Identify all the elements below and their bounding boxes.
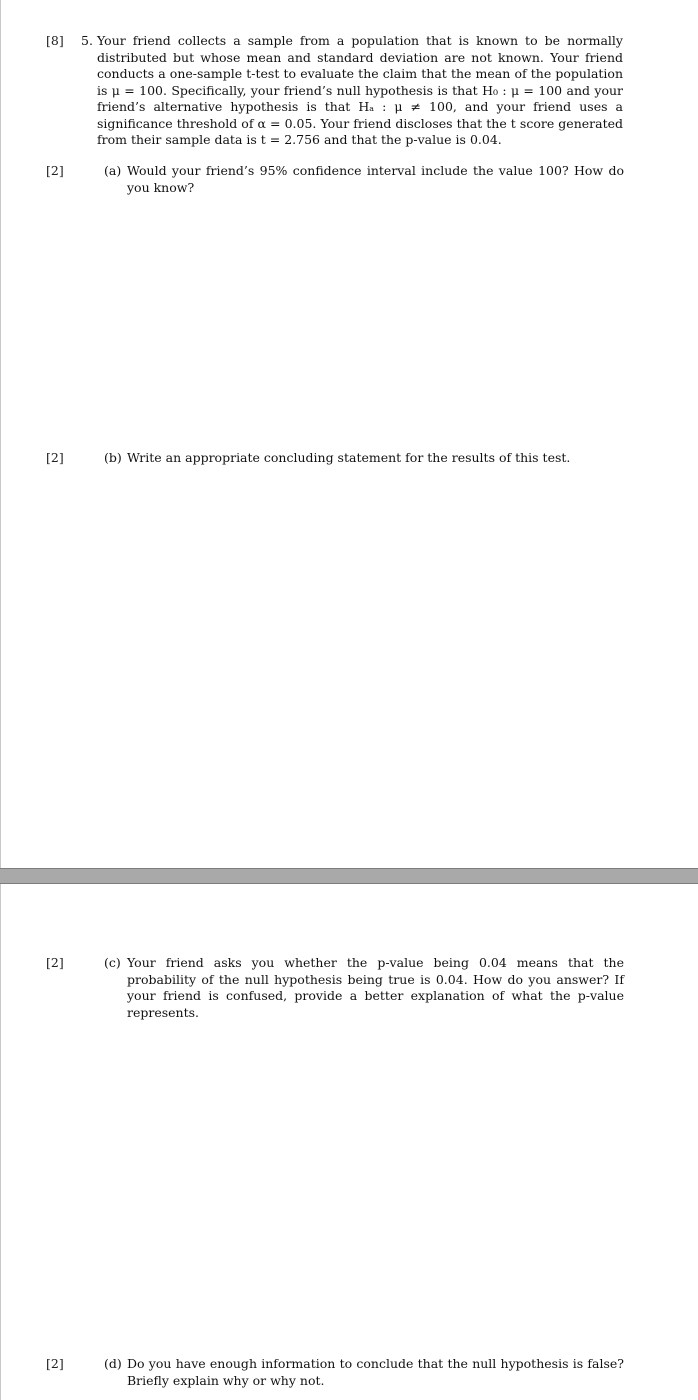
- part-a-text: Would your friend’s 95% confidence interval include the value 100? How do you know?: [127, 163, 624, 195]
- part-d-text: Do you have enough information to conclude that the null hypothesis is false? Briefly explain why or why not.: [127, 1356, 624, 1388]
- question-marks: [8]: [46, 33, 64, 48]
- part-b-text: Write an appropriate concluding statement for the results of this test.: [127, 450, 571, 465]
- page-2: [0, 884, 698, 1400]
- part-b-marks: [2]: [46, 450, 64, 465]
- part-c-text: Your friend asks you whether the p-value being 0.04 means that the probability of the null hypothesis being true is 0.04. How do you answer? If your friend is confused, provide a better explanation of what the p-value represents.: [127, 955, 624, 1020]
- part-a-label: (a): [104, 163, 122, 178]
- page-separator: [0, 868, 698, 884]
- part-c-marks: [2]: [46, 955, 64, 970]
- part-d-label: (d): [104, 1356, 122, 1371]
- part-a-marks: [2]: [46, 163, 64, 178]
- question-text: Your friend collects a sample from a population that is known to be normally distributed but whose mean and standard deviation are not known. Your friend conducts a one-sample t-test to evaluate the claim that the mean of the population is μ = 100. Specifically, your friend’s null hypothesis is that H₀ : μ = 100 and your friend’s alternative hypothesis is that Hₐ : μ ≠ 100, and your friend uses a significance threshold of α = 0.05. Your friend discloses that the t score generated from their sample data is t = 2.756 and that the p-value is 0.04.: [97, 33, 623, 147]
- part-b-label: (b): [104, 450, 122, 465]
- question-number: 5.: [81, 33, 93, 48]
- part-d-marks: [2]: [46, 1356, 64, 1371]
- part-c-label: (c): [104, 955, 121, 970]
